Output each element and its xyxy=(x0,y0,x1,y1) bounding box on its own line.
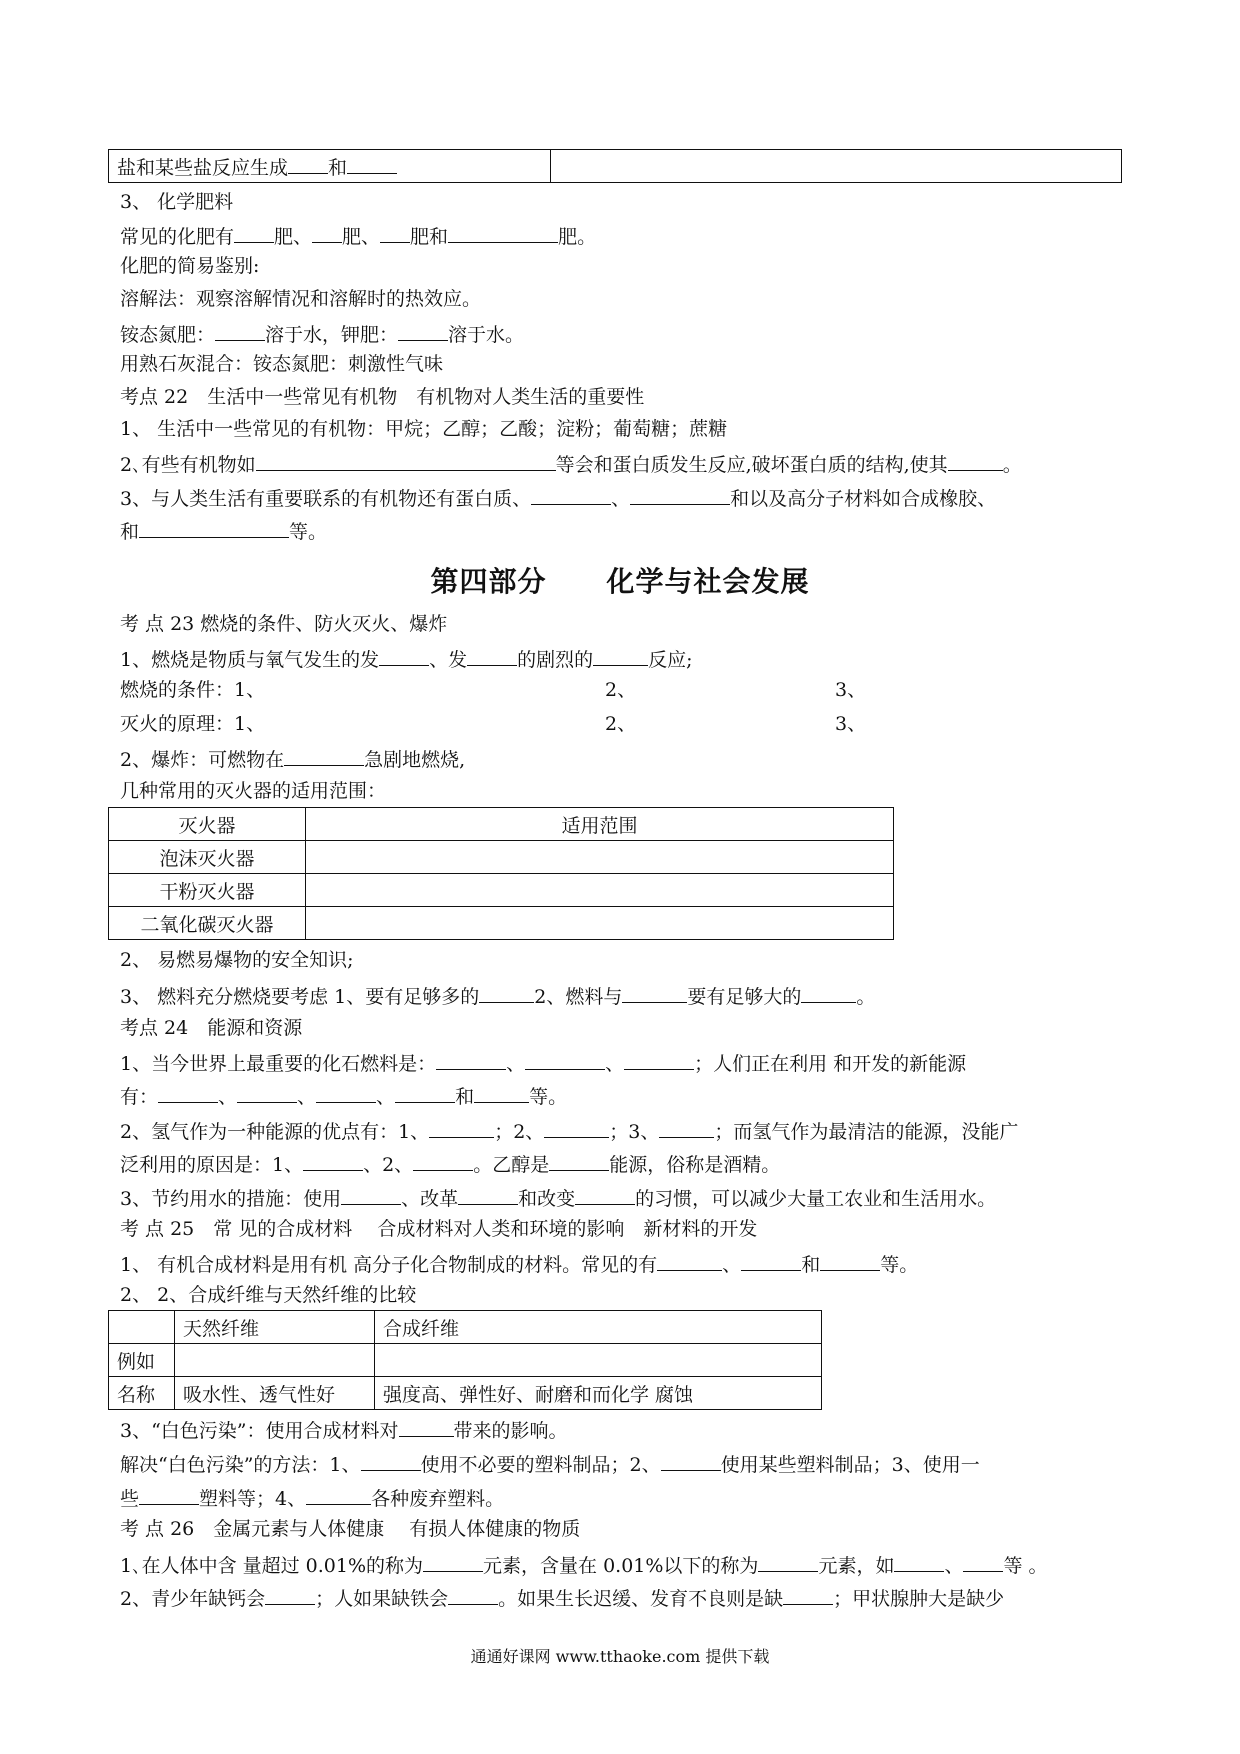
blank[interactable] xyxy=(783,1584,833,1605)
new-energy-line: 有： 、 、 、 和 等。 xyxy=(120,1082,567,1109)
blank[interactable] xyxy=(303,1150,363,1171)
fertilizer-heading: 3、 化学肥料 xyxy=(120,191,234,213)
table-cell[interactable] xyxy=(306,907,894,940)
blank[interactable] xyxy=(399,1416,454,1437)
blank[interactable] xyxy=(284,745,364,766)
topic-23-heading: 考 点 23 燃烧的条件、防火灭火、爆炸 xyxy=(120,613,448,635)
white-pollution-line: 3、“白色污染”：使用合成材料对 带来的影响。 xyxy=(120,1416,568,1443)
table-header: 灭火器 xyxy=(109,808,306,841)
blank[interactable] xyxy=(379,645,429,666)
blank[interactable] xyxy=(741,1250,801,1271)
topic-25-heading: 考 点 25 常 见的合成材料 合成材料对人类和环境的影响 新材料的开发 xyxy=(120,1218,758,1240)
table-cell: 名称 xyxy=(109,1377,175,1410)
blank[interactable] xyxy=(347,153,397,174)
table-cell[interactable] xyxy=(175,1344,375,1377)
combustion-conditions-line: 燃烧的条件：1、 2、 3、 xyxy=(120,679,867,701)
blank[interactable] xyxy=(423,1551,483,1572)
blank[interactable] xyxy=(659,1117,714,1138)
blank[interactable] xyxy=(234,222,274,243)
blank[interactable] xyxy=(341,1184,401,1205)
blank[interactable] xyxy=(531,484,611,505)
lime-mix-line: 用熟石灰混合：铵态氮肥：刺激性气味 xyxy=(120,353,444,375)
table-header: 天然纤维 xyxy=(175,1311,375,1344)
blank[interactable] xyxy=(316,1082,376,1103)
fertilizer-identify-line: 化肥的简易鉴别: xyxy=(120,255,260,277)
blank[interactable] xyxy=(265,1584,315,1605)
dissolution-method-line: 溶解法：观察溶解情况和溶解时的热效应。 xyxy=(120,288,482,310)
safety-knowledge-line: 2、 易燃易爆物的安全知识; xyxy=(120,949,354,971)
table-cell: 例如 xyxy=(109,1344,175,1377)
blank[interactable] xyxy=(458,1184,518,1205)
topic-24-heading: 考点 24 能源和资源 xyxy=(120,1017,303,1039)
blank[interactable] xyxy=(436,1049,506,1070)
important-organics-line: 3、与人类生活有重要联系的有机物还有蛋白质、 、 和以及高分子材料如合成橡胶、 xyxy=(120,484,996,511)
water-saving-line: 3、节约用水的措施：使用 、改革 和改变 的习惯，可以减少大量工农业和生活用水。 xyxy=(120,1184,996,1211)
synthetic-materials-line: 1、 有机合成材料是用有机 高分子化合物制成的材料。常见的有 、 和 等。 xyxy=(120,1250,918,1277)
blank[interactable] xyxy=(820,1250,880,1271)
table-cell[interactable] xyxy=(375,1344,822,1377)
blank[interactable] xyxy=(288,153,328,174)
combustion-definition-line: 1、燃烧是物质与氧气发生的发 、发 的剧烈的 反应; xyxy=(120,645,693,672)
table-cell: 二氧化碳灭火器 xyxy=(109,907,306,940)
fossil-fuels-line: 1、当今世界上最重要的化石燃料是： 、 、 ；人们正在利用 和开发的新能源 xyxy=(120,1049,966,1076)
salt-reaction-answer-cell[interactable] xyxy=(551,150,1122,183)
table-cell: 强度高、弹性好、耐磨和而化学 腐蚀 xyxy=(375,1377,822,1410)
blank[interactable] xyxy=(139,517,289,538)
blank[interactable] xyxy=(758,1551,818,1572)
blank[interactable] xyxy=(661,1450,721,1471)
salt-reaction-cell: 盐和某些盐反应生成 和 xyxy=(109,150,551,183)
topic-26-heading: 考 点 26 金属元素与人体健康 有损人体健康的物质 xyxy=(120,1518,581,1540)
blank[interactable] xyxy=(256,450,556,471)
blank[interactable] xyxy=(312,222,342,243)
blank[interactable] xyxy=(380,222,410,243)
blank[interactable] xyxy=(801,982,856,1003)
white-pollution-solutions-line: 解决“白色污染”的方法：1、 使用不必要的塑料制品；2、 使用某些塑料制品；3、使用一 xyxy=(120,1450,980,1477)
topic-22-heading: 考点 22 生活中一些常见有机物 有机物对人类生活的重要性 xyxy=(120,386,645,408)
extinguish-principles-line: 灭火的原理：1、 2、 3、 xyxy=(120,713,867,735)
blank[interactable] xyxy=(306,1484,371,1505)
blank[interactable] xyxy=(413,1150,473,1171)
blank[interactable] xyxy=(963,1551,1003,1572)
table-header xyxy=(109,1311,175,1344)
blank[interactable] xyxy=(894,1551,944,1572)
blank[interactable] xyxy=(237,1082,297,1103)
table-cell[interactable] xyxy=(306,841,894,874)
salt-reaction-table xyxy=(108,149,1122,183)
table-header: 适用范围 xyxy=(306,808,894,841)
blank[interactable] xyxy=(474,1082,529,1103)
extinguisher-table-caption: 几种常用的灭火器的适用范围： xyxy=(120,780,387,802)
deficiency-line: 2、青少年缺钙会 ；人如果缺铁会 。如果生长迟缓、发育不良则是缺 ；甲状腺肿大是缺少 xyxy=(120,1584,1004,1611)
blank[interactable] xyxy=(525,1049,605,1070)
blank[interactable] xyxy=(479,982,534,1003)
trace-elements-line: 1､在人体中含 量超过 0.01%的称为 元素，含量在 0.01%以下的称为 元素，如 、 等 。 xyxy=(120,1551,1048,1578)
important-organics-line-2: 和 等。 xyxy=(120,517,327,544)
solubility-line: 铵态氮肥： 溶于水，钾肥： 溶于水。 xyxy=(120,320,524,347)
blank[interactable] xyxy=(622,982,687,1003)
section-title: 第四部分 化学与社会发展 xyxy=(430,565,810,598)
hydrogen-advantages-line: 2、氢气作为一种能源的优点有：1、 ；2、 ；3、 ；而氢气作为最清洁的能源，没能广 xyxy=(120,1117,1018,1144)
extinguisher-table xyxy=(108,807,894,940)
blank[interactable] xyxy=(361,1450,421,1471)
white-pollution-solutions-line-2: 些 塑料等；4、 各种废弃塑料。 xyxy=(120,1484,504,1511)
blank[interactable] xyxy=(593,645,648,666)
blank[interactable] xyxy=(448,1584,498,1605)
blank[interactable] xyxy=(575,1184,635,1205)
blank[interactable] xyxy=(395,1082,455,1103)
full-combustion-line: 3、 燃料充分燃烧要考虑 1、要有足够多的 2、燃料与 要有足够大的 。 xyxy=(120,982,875,1009)
blank[interactable] xyxy=(467,645,517,666)
blank[interactable] xyxy=(448,222,558,243)
organic-list-line: 1、 生活中一些常见的有机物：甲烷；乙醇；乙酸；淀粉；葡萄糖；蔗糖 xyxy=(120,418,728,440)
table-cell[interactable] xyxy=(306,874,894,907)
blank[interactable] xyxy=(948,450,1003,471)
blank[interactable] xyxy=(139,1484,199,1505)
protein-denature-line: 2､有些有机物如 等会和蛋白质发生反应,破坏蛋白质的结构,使其 。 xyxy=(120,450,1022,477)
table-header: 合成纤维 xyxy=(375,1311,822,1344)
fiber-compare-caption: 2、 2、合成纤维与天然纤维的比较 xyxy=(120,1284,417,1306)
blank[interactable] xyxy=(630,484,730,505)
blank[interactable] xyxy=(544,1117,609,1138)
table-cell: 吸水性、透气性好 xyxy=(175,1377,375,1410)
blank[interactable] xyxy=(429,1117,494,1138)
table-cell: 干粉灭火器 xyxy=(109,874,306,907)
explosion-line: 2、爆炸：可燃物在 急剧地燃烧, xyxy=(120,745,465,772)
fertilizer-types-line: 常见的化肥有 肥、 肥、 肥和 肥。 xyxy=(120,222,596,249)
footer-watermark: 通通好课网 www.tthaoke.com 提供下载 xyxy=(470,1647,770,1666)
blank[interactable] xyxy=(657,1250,722,1271)
blank[interactable] xyxy=(549,1150,609,1171)
blank[interactable] xyxy=(624,1049,694,1070)
blank[interactable] xyxy=(398,320,448,341)
blank[interactable] xyxy=(215,320,265,341)
hydrogen-limits-line: 泛利用的原因是：1、 、2、 。乙醇是 能源，俗称是酒精。 xyxy=(120,1150,780,1177)
table-cell: 泡沫灭火器 xyxy=(109,841,306,874)
blank[interactable] xyxy=(158,1082,218,1103)
fiber-table xyxy=(108,1310,822,1410)
